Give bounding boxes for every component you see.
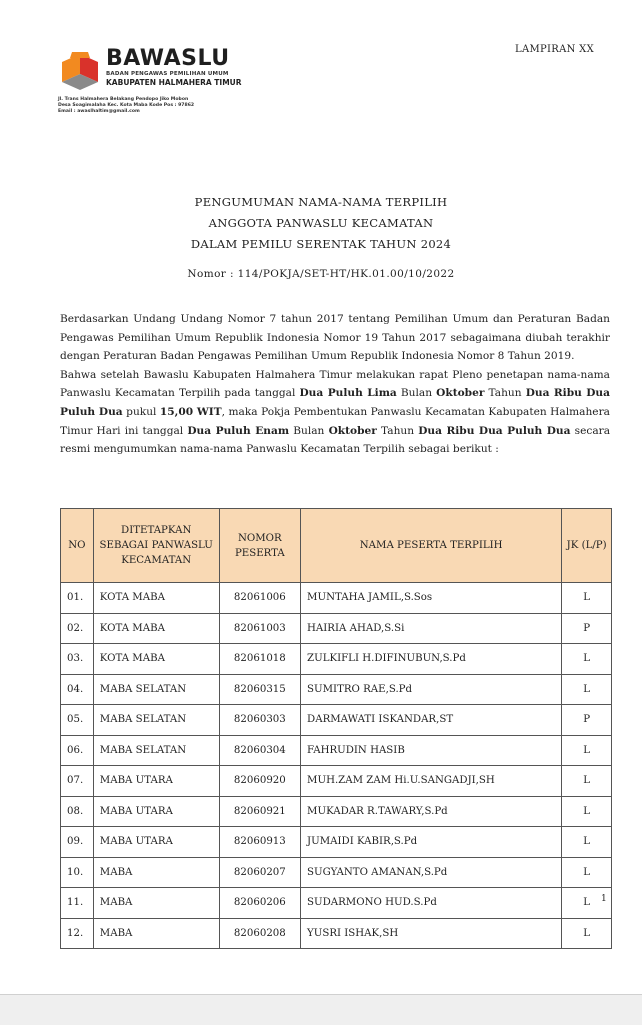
scan-bottom-edge	[0, 994, 642, 1025]
cell-nomor-peserta: 82061003	[219, 613, 300, 644]
cell-no: 03.	[61, 644, 94, 675]
address-email: Email : awaslhaltim@gmail.com	[58, 109, 140, 114]
cell-kecamatan: KOTA MABA	[93, 583, 219, 614]
document-number: Nomor : 114/POKJA/SET-HT/HK.01.00/10/2022	[187, 268, 455, 280]
cell-nama-peserta: SUGYANTO AMANAN,S.Pd	[301, 857, 562, 888]
cell-no: 05.	[61, 705, 94, 736]
cell-no: 07.	[61, 766, 94, 797]
cell-nama-peserta: MUKADAR R.TAWARY,S.Pd	[301, 796, 562, 827]
cell-jk: L	[562, 918, 612, 949]
cell-kecamatan: KOTA MABA	[93, 613, 219, 644]
cell-kecamatan: MABA	[93, 857, 219, 888]
cell-nomor-peserta: 82060921	[219, 796, 300, 827]
cell-no: 06.	[61, 735, 94, 766]
address-line: Desa Soagimalaha Kec. Kota Maba Kode Pos : 97862	[58, 103, 195, 108]
cell-kecamatan: KOTA MABA	[93, 644, 219, 675]
cell-nomor-peserta: 82060920	[219, 766, 300, 797]
cell-jk: L	[562, 827, 612, 858]
cell-no: 10.	[61, 857, 94, 888]
results-table	[60, 508, 612, 949]
paragraph-legal-basis: Berdasarkan Undang Undang Nomor 7 tahun 2017 tentang Pemilihan Umum dan Peraturan Badan Pengawas Pemilihan Umum Republik Indonesia Nomor 19 Tahun 2017 sebagaimana diubah terakhir dengan Peraturan Badan Pengawas Pemilihan Umum Republik Indonesia Nomor 8 Tahun 2019.	[60, 313, 610, 363]
cell-nama-peserta: JUMAIDI KABIR,S.Pd	[301, 827, 562, 858]
cell-nomor-peserta: 82060913	[219, 827, 300, 858]
cell-no: 12.	[61, 918, 94, 949]
cell-no: 09.	[61, 827, 94, 858]
address-line: Jl. Trans Halmahera Belakang Pendopo Jiko Mobon	[58, 97, 189, 102]
table-header-row	[61, 509, 612, 583]
cell-nama-peserta: SUDARMONO HUD.S.Pd	[301, 888, 562, 919]
table-row	[61, 888, 612, 919]
cell-kecamatan: MABA	[93, 918, 219, 949]
cell-nomor-peserta: 82061018	[219, 644, 300, 675]
table-row	[61, 796, 612, 827]
table-row	[61, 827, 612, 858]
cell-kecamatan: MABA UTARA	[93, 796, 219, 827]
table-body	[61, 583, 612, 949]
cell-kecamatan: MABA UTARA	[93, 766, 219, 797]
brand-subtitle: BADAN PENGAWAS PEMILIHAN UMUM	[106, 71, 229, 77]
cell-jk: L	[562, 735, 612, 766]
brand-region: KABUPATEN HALMAHERA TIMUR	[106, 78, 242, 87]
cell-nama-peserta: YUSRI ISHAK,SH	[301, 918, 562, 949]
table-row	[61, 583, 612, 614]
cell-jk: L	[562, 888, 612, 919]
cell-nama-peserta: SUMITRO RAE,S.Pd	[301, 674, 562, 705]
cell-nomor-peserta: 82060206	[219, 888, 300, 919]
cell-nama-peserta: MUNTAHA JAMIL,S.Sos	[301, 583, 562, 614]
cell-nomor-peserta: 82060207	[219, 857, 300, 888]
header-kecamatan: DITETAPKAN SEBAGAI PANWASLU KECAMATAN	[93, 509, 219, 583]
cell-nomor-peserta: 82061006	[219, 583, 300, 614]
cell-nomor-peserta: 82060208	[219, 918, 300, 949]
cell-jk: P	[562, 613, 612, 644]
cell-nama-peserta: FAHRUDIN HASIB	[301, 735, 562, 766]
table-row	[61, 674, 612, 705]
table-row	[61, 857, 612, 888]
cell-nama-peserta: HAIRIA AHAD,S.Si	[301, 613, 562, 644]
cell-no: 04.	[61, 674, 94, 705]
title-line: DALAM PEMILU SERENTAK TAHUN 2024	[190, 237, 452, 251]
cell-no: 11.	[61, 888, 94, 919]
address-block	[58, 97, 258, 115]
cell-nomor-peserta: 82060315	[219, 674, 300, 705]
cell-kecamatan: MABA SELATAN	[93, 674, 219, 705]
cell-nama-peserta: DARMAWATI ISKANDAR,ST	[301, 705, 562, 736]
cell-jk: L	[562, 766, 612, 797]
cell-no: 02.	[61, 613, 94, 644]
cell-jk: L	[562, 796, 612, 827]
bawaslu-logo-icon	[58, 48, 102, 92]
cell-kecamatan: MABA UTARA	[93, 827, 219, 858]
cell-no: 01.	[61, 583, 94, 614]
cell-jk: L	[562, 857, 612, 888]
document-title	[0, 192, 642, 255]
header-no: NO	[61, 509, 94, 583]
cell-jk: L	[562, 583, 612, 614]
cell-nomor-peserta: 82060304	[219, 735, 300, 766]
cell-jk: L	[562, 644, 612, 675]
table-row	[61, 735, 612, 766]
cell-nama-peserta: MUH.ZAM ZAM Hi.U.SANGADJI,SH	[301, 766, 562, 797]
cell-no: 08.	[61, 796, 94, 827]
brand-name: BAWASLU	[106, 46, 230, 71]
table-row	[61, 766, 612, 797]
cell-nomor-peserta: 82060303	[219, 705, 300, 736]
page-number: 1	[601, 894, 607, 904]
table-row	[61, 705, 612, 736]
cell-jk: L	[562, 674, 612, 705]
title-line: PENGUMUMAN NAMA-NAMA TERPILIH	[194, 195, 448, 209]
header-nama-peserta: NAMA PESERTA TERPILIH	[301, 509, 562, 583]
header-nomor-peserta: NOMOR PESERTA	[219, 509, 300, 583]
header-jk: JK (L/P)	[562, 509, 612, 583]
body-text	[60, 310, 610, 459]
table-row	[61, 918, 612, 949]
paragraph-announcement: Bahwa setelah Bawaslu Kabupaten Halmahera Timur melakukan rapat Pleno penetapan nama-nama Panwaslu Kecamatan Terpilih pada tanggal Dua Puluh Lima Bulan Oktober Tahun Dua Ribu Dua Puluh Dua pukul 15,00 WIT, maka Pokja Pembentukan Panwaslu Kecamatan Kabupaten Halmahera Timur Hari ini tanggal Dua Puluh Enam Bulan Oktober Tahun Dua Ribu Dua Puluh Dua secara resmi mengumumkan nama-nama Panwaslu Kecamatan Terpilih sebagai berikut :	[60, 368, 611, 456]
cell-kecamatan: MABA SELATAN	[93, 735, 219, 766]
lampiran-label: LAMPIRAN XX	[515, 44, 594, 55]
letterhead	[58, 48, 258, 115]
cell-nama-peserta: ZULKIFLI H.DIFINUBUN,S.Pd	[301, 644, 562, 675]
table-row	[61, 644, 612, 675]
table-row	[61, 613, 612, 644]
cell-jk: P	[562, 705, 612, 736]
cell-kecamatan: MABA SELATAN	[93, 705, 219, 736]
cell-kecamatan: MABA	[93, 888, 219, 919]
title-line: ANGGOTA PANWASLU KECAMATAN	[208, 216, 434, 230]
